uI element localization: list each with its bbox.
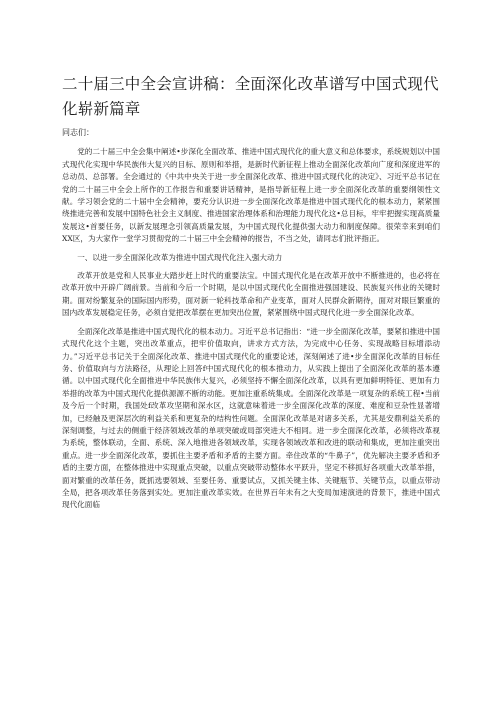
paragraph: 全面深化改革是推进中国式现代化的根本动力。习近平总书记指出：“进一步全面深化改革，要紧扣推进中国式现代化这个主题，突出改革重点，把牢价值取向，讲求方式方法，为完成中心任务、实现战略目标增添动力。”习近平总书记关于全面深化改革、推进中国式现代化的重要论述，深刻阐述了进•步全面深化改革的目标任务、价值取向与方法路径，从理论上回答f中国式现代化的根本推动力，从实践上提出了全面深化改革的基本遵循。以中国式现代化全面推进中华民族伟大复兴，必须坚持不懈全面深化改革，以具有更加鲜明特征、更加有力举措的改革为中国式现代化提供源源不断的动能。更加注重系统集成。全面深化改革是一项复杂的系统工程•当前及今后一个时期，我国处f改革攻坚期和深水区，这就意味着进一步全面深化改革的深度、难度和豆杂性显著增加，已经触及更深层次的利益关系和更复杂的结构性问题。全面深化改革是对诸多关系，尤其是安鼎利益关系的深刻调整，与过去的侧重于经济领域改革的单项突破或局部突进大不相同。进一步全面深化改革，必须将改革视为系统，整体联动，全面、系统、深入地推进各领域改革，实现各领域改革和改进的联动和集成，更加注重突出重点。进一步全面深化改革，要抓住主要矛盾和矛盾的主要方面。牵住改革的“牛鼻子”，优先解决主要矛盾和矛盾的主要方面，在整体推进中实现重点突破，以重点突破带动整体水平跃升，坚定不移抓好各项重大改革举措，面对繁重的改革任务，既抓选要领域、至要任务、重要试点，又抓关键主体、关键瓶节、关键节点，以重点带动全局，把各项改革任务落到实处。更加注重改革实效。在世界百年未有之大变局加速演进的背景下，推进中国式现代化面临 bbox=[62, 326, 440, 510]
section-heading: 一、以进一步全面深化改革为推进中国式现代化注入强大动力 bbox=[77, 252, 283, 262]
paragraph: 改革开放是党和人民事业大踏步赶上时代的重要法宝。中国式现代化是在改革开放中不断推进的，也必将在改革开放中开辟广阔前景。当前和今后一个时期，是以中国式现代化全面推进强国建设、民族复兴伟业的关键时期。面对纷繁复杂的国际国内形势，面对新一轮科技革命和产业变革，面对人民群众新期待，面对对眼巨繁重的国内改革发展稳定任务，必须自觉把改革摆在更加突出位置，紧紧围绕中国式现代化进一步全面深化改革。 bbox=[62, 271, 440, 318]
page-title: 二十届三中全会宣讲稿：全面深化改革谱写中国式现代化崭新篇章 bbox=[62, 75, 439, 118]
document-body bbox=[62, 127, 440, 512]
paragraph-intro: 党的二十届三中全会集中阐述•步深化全面改革、推进中国式现代化的重大意义和总体要求，系统规划以中国式现代化实现中华民族伟大复兴的目标、原则和举措，是新时代新征程上推动全面深化改革向广度和深度进军的总动员、总部署。全会通过的《中共中央关于进一步全面深化改革、推进中国式现代化的决定》、习近平总书记在党的二十届三中全会上所作的工作报告和重要讲话精神，是指导新征程上进一步全面深化改革的重要纲领性文献。学习领会党的二十届中全会精神，要充分认识进一步全面深化改革是推进中国式现代化的根本动力，紧紧围绕推进完善和发展中国特色社会主义制度、推进国家治理体系和治理能力现代化这•总目标，牢牢把握实现高质量发展这•首要任务，以新发展理念引领高质量发展，为中国式现代化提供强大动力和制度保障。很荣幸来到咱们XX区，为大家作一堂学习贯彻党的二十届三中全会精神的报告，不当之处，请同志们批评指正。 bbox=[62, 147, 440, 244]
salutation: 同志们： bbox=[62, 128, 94, 137]
